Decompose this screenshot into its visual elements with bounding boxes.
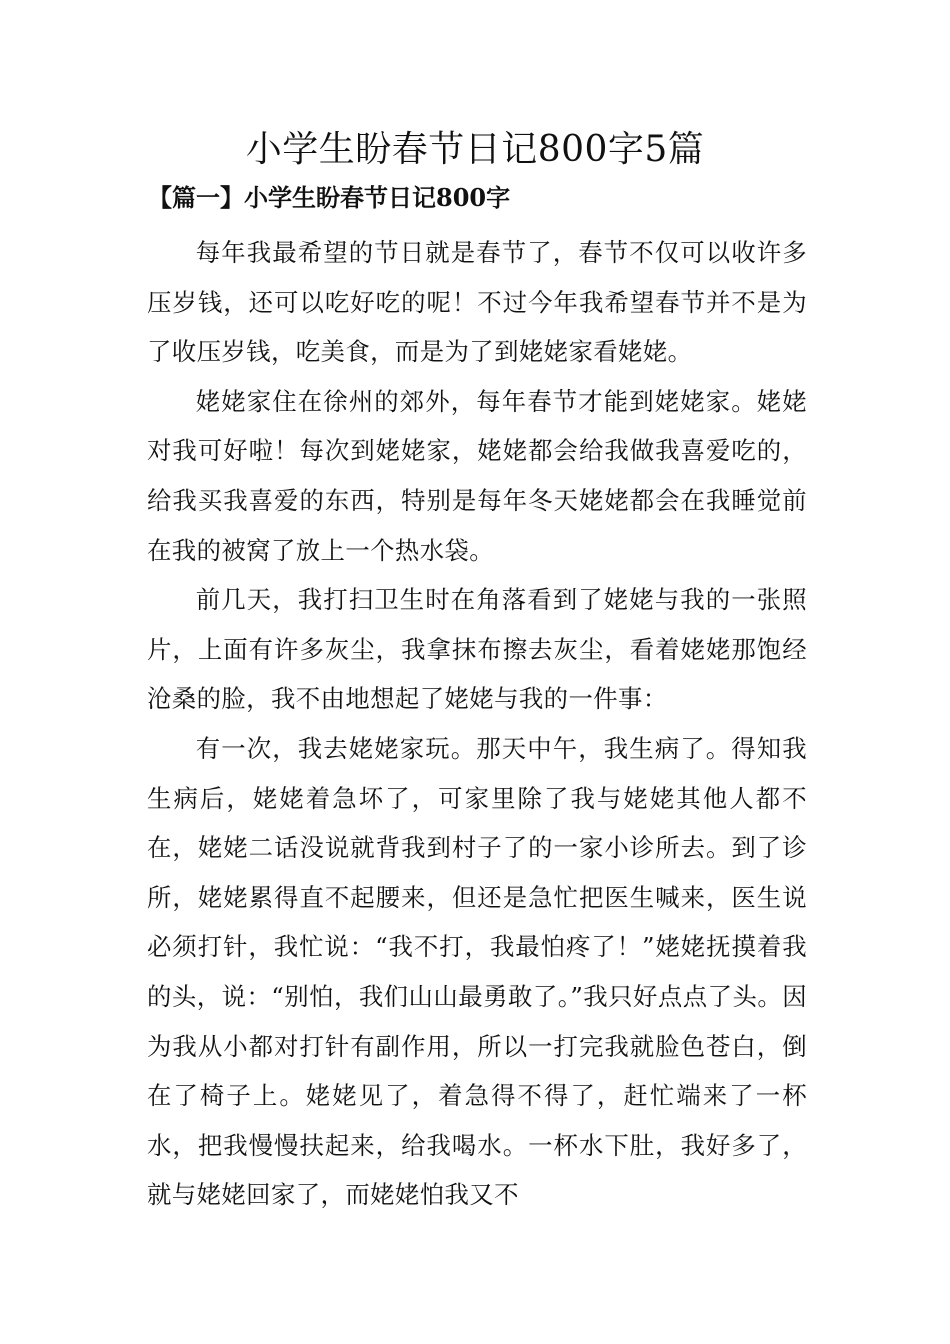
- paragraph: 每年我最希望的节日就是春节了，春节不仅可以收许多压岁钱，还可以吃好吃的呢！不过今年我希望春节并不是为了收压岁钱，吃美食，而是为了到姥姥家看姥姥。: [147, 238, 807, 367]
- document-title: 小学生盼春节日记800字5篇: [245, 129, 705, 170]
- document-body: [147, 228, 807, 1220]
- paragraph: 姥姥家住在徐州的郊外，每年春节才能到姥姥家。姥姥对我可好啦！每次到姥姥家，姥姥都会给我做我喜爱吃的，给我买我喜爱的东西，特别是每年冬天姥姥都会在我睡觉前在我的被窝了放上一个热水袋。: [147, 386, 807, 565]
- paragraph: 前几天，我打扫卫生时在角落看到了姥姥与我的一张照片，上面有许多灰尘，我拿抹布擦去灰尘，看着姥姥那饱经沧桑的脸，我不由地想起了姥姥与我的一件事：: [147, 585, 807, 714]
- paragraph: 有一次，我去姥姥家玩。那天中午，我生病了。得知我生病后，姥姥着急坏了，可家里除了我与姥姥其他人都不在，姥姥二话没说就背我到村子了的一家小诊所去。到了诊所，姥姥累得直不起腰来，但还是急忙把医生喊来，医生说必须打针，我忙说：“我不打，我最怕疼了！”姥姥抚摸着我的头，说：“别怕，我们山山最勇敢了。”我只好点点了头。因为我从小都对打针有副作用，所以一打完我就脸色苍白，倒在了椅子上。姥姥见了，着急得不得了，赶忙端来了一杯水，把我慢慢扶起来，给我喝水。一杯水下肚，我好多了，就与姥姥回家了，而姥姥怕我又不: [147, 733, 807, 1210]
- section-heading: 【篇一】小学生盼春节日记800字: [148, 183, 511, 212]
